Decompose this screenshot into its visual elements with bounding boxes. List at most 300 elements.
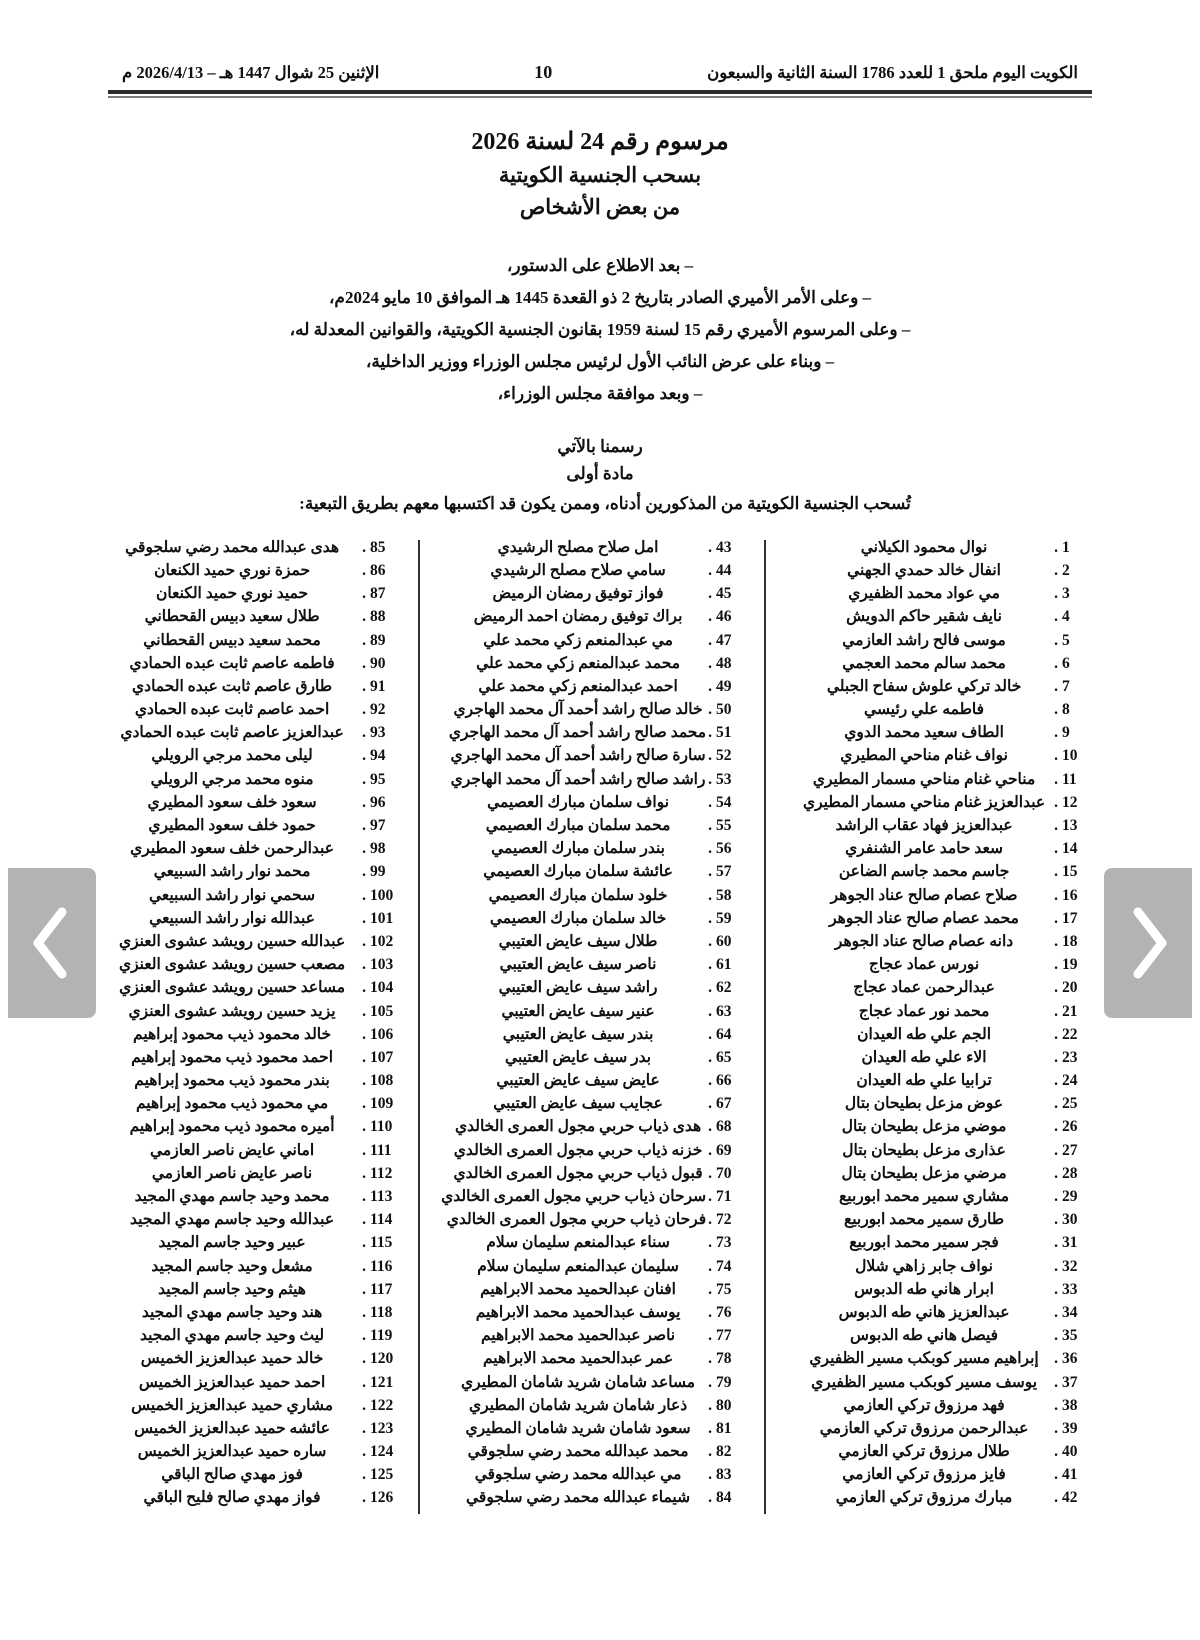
name-item-separator: .	[362, 585, 366, 603]
name-list-item	[796, 1421, 1096, 1444]
name-item-number: 115	[370, 1234, 393, 1252]
name-item-text: محمد وحيد جاسم مهدي المجيد	[134, 1188, 330, 1206]
name-list-item	[450, 1096, 750, 1119]
name-item-number: 42	[1062, 1489, 1078, 1507]
name-item-separator: .	[362, 1466, 366, 1484]
name-item-text: فجر سمير محمد ابوربيع	[849, 1234, 999, 1252]
name-item-number: 47	[716, 631, 732, 649]
name-list-item	[796, 864, 1096, 887]
article-body-text: تُسحب الجنسية الكويتية من المذكورين أدناه، وممن يكون قد اكتسبها معهم بطريق التبعية:	[299, 493, 911, 513]
name-item-text: مي محمود ذيب محمود إبراهيم	[135, 1095, 329, 1113]
name-item-number: 23	[1062, 1048, 1078, 1066]
name-item-text: فرحان ذياب حربي مجول العمرى الخالدي	[446, 1211, 707, 1229]
name-list-item	[104, 1050, 404, 1073]
name-item-text: احمد محمود ذيب محمود إبراهيم	[131, 1048, 334, 1066]
name-item-text: الاء علي طه العيدان	[861, 1048, 987, 1066]
name-list-item	[104, 1004, 404, 1027]
name-list-item	[796, 1235, 1096, 1258]
name-item-separator: .	[708, 724, 712, 742]
name-item-separator: .	[1054, 654, 1058, 672]
name-list-item	[450, 1143, 750, 1166]
name-list-item	[450, 1444, 750, 1467]
name-item-text: راشد صالح راشد أحمد آل محمد الهاجري	[450, 770, 706, 788]
name-item-separator: .	[362, 747, 366, 765]
name-item-separator: .	[362, 1234, 366, 1252]
name-item-text: مشاري حميد عبدالعزيز الخميس	[131, 1396, 333, 1414]
name-item-separator: .	[708, 979, 712, 997]
name-item-text: نايف شقير حاكم الدويش	[846, 608, 1002, 626]
name-list-item	[796, 1351, 1096, 1374]
name-item-separator: .	[708, 677, 712, 695]
name-item-text: طارق سمير محمد ابوربيع	[843, 1211, 1005, 1229]
name-item-separator: .	[1054, 701, 1058, 719]
name-list-left	[104, 540, 404, 1514]
name-list-item	[104, 748, 404, 771]
names-column-middle	[441, 538, 766, 1514]
name-item-separator: .	[708, 840, 712, 858]
name-list-item	[104, 1235, 404, 1258]
name-list-item	[104, 1421, 404, 1444]
name-item-text: ذعار شامان شريد شامان المطيري	[468, 1396, 688, 1414]
name-item-number: 74	[716, 1257, 732, 1275]
article-heading: مادة أولى	[566, 463, 634, 483]
name-item-separator: .	[362, 1095, 366, 1113]
name-item-number: 78	[716, 1350, 732, 1368]
name-item-number: 28	[1062, 1164, 1078, 1182]
name-item-separator: .	[362, 608, 366, 626]
name-item-separator: .	[708, 654, 712, 672]
name-list-item	[450, 864, 750, 887]
name-list-item	[450, 1305, 750, 1328]
name-item-number: 8	[1062, 701, 1070, 719]
name-item-text: محمد نور عماد عجاج	[858, 1002, 990, 1020]
name-item-separator: .	[1054, 1025, 1058, 1043]
name-list-item	[796, 1119, 1096, 1142]
name-item-separator: .	[362, 1303, 366, 1321]
name-item-separator: .	[708, 1419, 712, 1437]
name-list-item	[796, 1073, 1096, 1096]
name-item-separator: .	[1054, 886, 1058, 904]
name-item-separator: .	[1054, 793, 1058, 811]
name-item-text: عذارى مزعل بطيحان بتال	[842, 1141, 1006, 1159]
name-item-text: عبدالله نوار راشد السبيعي	[149, 909, 315, 927]
name-list-item	[796, 911, 1096, 934]
name-list-item	[104, 1212, 404, 1235]
name-item-number: 24	[1062, 1072, 1078, 1090]
name-list-item	[104, 1305, 404, 1328]
name-list-item	[796, 1027, 1096, 1050]
name-item-number: 119	[370, 1327, 393, 1345]
name-item-text: مساعد حسين رويشد عشوى العنزي	[119, 979, 346, 997]
name-list-item	[450, 841, 750, 864]
name-list-item	[450, 1467, 750, 1490]
name-item-separator: .	[362, 956, 366, 974]
name-list-item	[104, 1027, 404, 1050]
name-item-text: نواف سلمان مبارك العصيمي	[487, 793, 670, 811]
name-list-item	[104, 1143, 404, 1166]
name-item-text: مي عبدالمنعم زكي محمد علي	[483, 631, 673, 649]
name-item-number: 95	[370, 770, 386, 788]
name-item-separator: .	[1054, 1048, 1058, 1066]
name-item-number: 87	[370, 585, 386, 603]
masthead	[104, 62, 1096, 87]
name-list-item	[796, 1259, 1096, 1282]
name-list-item	[450, 725, 750, 748]
name-item-separator: .	[362, 631, 366, 649]
name-item-separator: .	[708, 956, 712, 974]
name-item-text: عائشة سلمان مبارك العصيمي	[483, 863, 673, 881]
name-item-number: 79	[716, 1373, 732, 1391]
name-item-text: خلود سلمان مبارك العصيمي	[488, 886, 668, 904]
enactment-formula: رسمنا بالآتي	[557, 437, 643, 457]
name-item-text: فاطمه علي رئيسي	[864, 701, 985, 719]
name-item-text: مرضي مزعل بطيحان بتال	[841, 1164, 1007, 1182]
name-item-separator: .	[708, 1257, 712, 1275]
name-item-number: 41	[1062, 1466, 1078, 1484]
name-item-number: 51	[716, 724, 732, 742]
name-item-separator: .	[708, 561, 712, 579]
name-item-number: 12	[1062, 793, 1078, 811]
name-list-item	[104, 633, 404, 656]
previous-page-button[interactable]	[8, 868, 96, 1018]
name-list-item	[450, 656, 750, 679]
name-list-item	[450, 563, 750, 586]
name-item-text: منوه محمد مرجي الرويلي	[150, 770, 314, 788]
name-list-item	[796, 725, 1096, 748]
name-list-item	[450, 1027, 750, 1050]
name-item-text: محمد سالم محمد العجمي	[842, 654, 1006, 672]
name-item-text: يوسف عبدالحميد محمد الابراهيم	[475, 1303, 681, 1321]
name-item-number: 40	[1062, 1443, 1078, 1461]
name-item-separator: .	[708, 909, 712, 927]
name-item-separator: .	[1054, 1188, 1058, 1206]
name-list-item	[796, 1467, 1096, 1490]
name-item-number: 39	[1062, 1419, 1078, 1437]
name-item-text: فواز مهدي صالح فليح الباقي	[143, 1489, 321, 1507]
name-item-number: 13	[1062, 817, 1078, 835]
name-item-number: 38	[1062, 1396, 1078, 1414]
name-item-separator: .	[708, 608, 712, 626]
name-item-separator: .	[1054, 1466, 1058, 1484]
name-item-separator: .	[708, 793, 712, 811]
name-item-number: 7	[1062, 677, 1070, 695]
name-item-separator: .	[1054, 1002, 1058, 1020]
name-item-separator: .	[708, 701, 712, 719]
name-item-number: 118	[370, 1303, 393, 1321]
name-list-item	[104, 1444, 404, 1467]
name-item-text: خزنه ذياب حربي مجول العمرى الخالدي	[453, 1141, 703, 1159]
name-item-separator: .	[708, 538, 712, 556]
name-item-separator: .	[1054, 1164, 1058, 1182]
name-item-number: 31	[1062, 1234, 1078, 1252]
name-item-separator: .	[362, 840, 366, 858]
name-list-item	[796, 888, 1096, 911]
name-item-text: هدى عبدالله محمد رضي سلجوقي	[125, 538, 340, 556]
name-item-number: 43	[716, 538, 732, 556]
name-item-text: براك توفيق رمضان احمد الرميض	[473, 608, 683, 626]
name-item-number: 70	[716, 1164, 732, 1182]
name-list-item	[796, 748, 1096, 771]
name-item-text: مبارك مرزوق تركي العازمي	[835, 1489, 1013, 1507]
name-item-text: محمد صالح راشد أحمد آل محمد الهاجري	[448, 724, 707, 742]
name-item-number: 35	[1062, 1327, 1078, 1345]
name-item-number: 104	[370, 979, 394, 997]
name-item-text: مساعد شامان شريد شامان المطيري	[461, 1373, 696, 1391]
name-item-text: حميد نوري حميد الكنعان	[156, 585, 309, 603]
name-list-item	[796, 609, 1096, 632]
name-item-separator: .	[362, 1257, 366, 1275]
name-item-number: 72	[716, 1211, 732, 1229]
name-list-item	[796, 679, 1096, 702]
name-list-item	[450, 1490, 750, 1513]
name-item-text: طلال سيف عايض العتيبي	[498, 932, 658, 950]
name-list-item	[104, 609, 404, 632]
name-item-text: ناصر سيف عايض العتيبي	[499, 956, 657, 974]
name-item-text: بندر سلمان مبارك العصيمي	[491, 840, 665, 858]
name-item-number: 73	[716, 1234, 732, 1252]
name-item-text: محمد عصام صالح عناد الجوهر	[829, 909, 1019, 927]
name-item-number: 56	[716, 840, 732, 858]
name-item-separator: .	[708, 1141, 712, 1159]
name-item-separator: .	[708, 585, 712, 603]
name-item-number: 5	[1062, 631, 1070, 649]
name-item-separator: .	[1054, 1118, 1058, 1136]
name-list-item	[104, 1398, 404, 1421]
name-list-item	[104, 957, 404, 980]
name-item-number: 96	[370, 793, 386, 811]
name-item-text: فيصل هاني طه الدبوس	[850, 1327, 999, 1345]
name-item-number: 36	[1062, 1350, 1078, 1368]
name-list-item	[796, 980, 1096, 1003]
name-item-number: 49	[716, 677, 732, 695]
name-item-separator: .	[362, 1373, 366, 1391]
name-item-text: عوض مزعل بطيحان بتال	[844, 1095, 1004, 1113]
name-item-separator: .	[1054, 909, 1058, 927]
name-item-separator: .	[708, 1048, 712, 1066]
name-item-number: 107	[370, 1048, 394, 1066]
name-item-text: عايض سيف عايض العتيبي	[496, 1072, 660, 1090]
name-list-item	[796, 540, 1096, 563]
name-item-text: موضي مزعل بطيحان بتال	[841, 1118, 1007, 1136]
name-list-item	[104, 818, 404, 841]
name-item-number: 37	[1062, 1373, 1078, 1391]
name-item-text: انفال خالد حمدي الجهني	[847, 561, 1001, 579]
name-list-item	[104, 702, 404, 725]
name-list-item	[450, 679, 750, 702]
name-item-separator: .	[1054, 1350, 1058, 1368]
name-item-text: بندر سيف عايض العتيبي	[502, 1025, 654, 1043]
name-list-item	[104, 1490, 404, 1513]
name-list-item	[450, 1282, 750, 1305]
name-item-separator: .	[1054, 1327, 1058, 1345]
name-item-number: 59	[716, 909, 732, 927]
name-item-text: محمد عبدالمنعم زكي محمد علي	[476, 654, 681, 672]
name-item-text: الطاف سعيد محمد الدوي	[844, 724, 1004, 742]
name-item-number: 103	[370, 956, 394, 974]
name-list-item	[104, 1119, 404, 1142]
name-item-text: محمد سلمان مبارك العصيمي	[485, 817, 671, 835]
name-list-item	[450, 1004, 750, 1027]
name-list-item	[446, 1211, 750, 1235]
name-item-number: 63	[716, 1002, 732, 1020]
names-column-right	[796, 540, 1096, 1514]
name-item-separator: .	[708, 631, 712, 649]
next-page-button[interactable]	[1104, 868, 1192, 1018]
name-list-item	[450, 957, 750, 980]
name-item-number: 6	[1062, 654, 1070, 672]
name-list-item	[796, 1282, 1096, 1305]
name-item-text: راشد سيف عايض العتيبي	[498, 979, 658, 997]
name-item-separator: .	[1054, 956, 1058, 974]
name-item-separator: .	[1054, 538, 1058, 556]
name-item-text: سناء عبدالمنعم سليمان سلام	[486, 1234, 670, 1252]
decree-title-block	[104, 124, 1096, 224]
name-item-text: فهد مرزوق تركي العازمي	[843, 1396, 1005, 1414]
name-list-item	[104, 656, 404, 679]
preamble-clause: – وبعد موافقة مجلس الوزراء،	[497, 384, 703, 404]
name-item-separator: .	[362, 724, 366, 742]
name-list-item	[450, 772, 750, 795]
name-item-separator: .	[362, 1188, 366, 1206]
header-rule-thin	[108, 96, 1092, 98]
name-item-number: 52	[716, 747, 732, 765]
name-item-text: الجم علي طه العيدان	[857, 1025, 992, 1043]
name-item-separator: .	[708, 817, 712, 835]
name-list-item	[104, 772, 404, 795]
name-list-item	[796, 1096, 1096, 1119]
name-item-separator: .	[708, 1188, 712, 1206]
name-item-number: 29	[1062, 1188, 1078, 1206]
name-item-separator: .	[1054, 1373, 1058, 1391]
name-list-item	[796, 772, 1096, 795]
name-item-text: عبدالعزيز فهاد عقاب الراشد	[835, 817, 1013, 835]
name-item-text: سامي صلاح مصلح الرشيدي	[490, 561, 666, 579]
name-list-item	[796, 1050, 1096, 1073]
name-list-item	[450, 1235, 750, 1258]
name-item-number: 110	[370, 1118, 393, 1136]
name-item-text: افنان عبدالحميد محمد الابراهيم	[480, 1280, 676, 1298]
name-item-separator: .	[708, 1327, 712, 1345]
name-item-separator: .	[1054, 1141, 1058, 1159]
name-item-number: 22	[1062, 1025, 1078, 1043]
name-item-separator: .	[362, 1443, 366, 1461]
name-item-separator: .	[362, 979, 366, 997]
name-item-number: 77	[716, 1327, 732, 1345]
name-list-item	[450, 818, 750, 841]
name-item-separator: .	[708, 770, 712, 788]
name-item-number: 116	[370, 1257, 393, 1275]
name-list-item	[450, 888, 750, 911]
name-item-number: 93	[370, 724, 386, 742]
name-item-separator: .	[708, 1396, 712, 1414]
chevron-right-icon	[1125, 904, 1171, 982]
name-item-text: ابرار هاني طه الدبوس	[854, 1280, 994, 1298]
name-item-separator: .	[708, 1025, 712, 1043]
name-list-item	[450, 934, 750, 957]
name-item-separator: .	[1054, 1095, 1058, 1113]
preamble-clause: – وعلى الأمر الأميري الصادر بتاريخ 2 ذو القعدة 1445 هـ الموافق 10 مايو 2024م،	[328, 288, 872, 308]
name-list-item	[796, 586, 1096, 609]
name-item-number: 91	[370, 677, 386, 695]
name-item-number: 111	[370, 1141, 392, 1159]
name-item-number: 125	[370, 1466, 394, 1484]
name-item-number: 45	[716, 585, 732, 603]
name-item-number: 15	[1062, 863, 1078, 881]
name-item-number: 53	[716, 770, 732, 788]
name-item-separator: .	[362, 701, 366, 719]
name-item-number: 68	[716, 1118, 732, 1136]
name-item-number: 105	[370, 1002, 394, 1020]
name-list-item	[796, 1305, 1096, 1328]
name-item-number: 9	[1062, 724, 1070, 742]
name-item-number: 66	[716, 1072, 732, 1090]
name-list-item	[450, 1119, 750, 1142]
name-item-number: 76	[716, 1303, 732, 1321]
name-item-separator: .	[1054, 561, 1058, 579]
name-list-item	[796, 841, 1096, 864]
name-item-number: 83	[716, 1466, 732, 1484]
name-item-number: 54	[716, 793, 732, 811]
name-item-text: عجايب سيف عايض العتيبي	[493, 1095, 663, 1113]
name-list-item	[104, 1259, 404, 1282]
name-list-item	[796, 563, 1096, 586]
name-list-item	[104, 1073, 404, 1096]
name-item-text: بدر سيف عايض العتيبي	[505, 1048, 652, 1066]
name-item-separator: .	[1054, 1489, 1058, 1507]
name-item-text: ليلى محمد مرجي الرويلي	[151, 747, 313, 765]
name-item-number: 84	[716, 1489, 732, 1507]
name-item-separator: .	[1054, 1257, 1058, 1275]
name-list-item	[450, 702, 750, 725]
decree-number-line: مرسوم رقم 24 لسنة 2026	[471, 129, 729, 155]
name-item-number: 81	[716, 1419, 732, 1437]
name-item-text: سارة صالح راشد أحمد آل محمد الهاجري	[450, 747, 706, 765]
name-item-text: صلاح عصام صالح عناد الجوهر	[830, 886, 1018, 904]
name-item-separator: .	[362, 1350, 366, 1368]
name-list-item	[104, 911, 404, 934]
name-item-separator: .	[1054, 863, 1058, 881]
name-item-number: 62	[716, 979, 732, 997]
name-list-item	[441, 1188, 750, 1212]
name-item-number: 113	[370, 1188, 393, 1206]
name-item-separator: .	[1054, 1280, 1058, 1298]
name-item-number: 3	[1062, 585, 1070, 603]
name-item-separator: .	[708, 1373, 712, 1391]
name-item-text: عمر عبدالحميد محمد الابراهيم	[482, 1350, 674, 1368]
name-list-item	[450, 795, 750, 818]
name-item-separator: .	[708, 1303, 712, 1321]
preamble-clause: – بعد الاطلاع على الدستور،	[506, 256, 694, 276]
name-item-text: نوال محمود الكيلاني	[860, 538, 988, 556]
preamble-block	[104, 250, 1096, 410]
name-item-text: سحمي نوار راشد السبيعي	[148, 886, 316, 904]
name-item-text: نواف غنام مناحي المطيري	[840, 747, 1008, 765]
name-list-item	[796, 1004, 1096, 1027]
name-item-text: امل صلاح مصلح الرشيدي	[497, 538, 659, 556]
name-item-separator: .	[1054, 1303, 1058, 1321]
name-item-number: 120	[370, 1350, 394, 1368]
name-item-number: 85	[370, 538, 386, 556]
name-list-item	[450, 1050, 750, 1073]
name-item-number: 67	[716, 1095, 732, 1113]
name-item-text: شيماء عبدالله محمد رضي سلجوقي	[466, 1489, 691, 1507]
name-item-text: جاسم محمد جاسم الضاعن	[838, 863, 1010, 881]
name-list-item	[796, 1143, 1096, 1166]
name-item-text: احمد حميد عبدالعزيز الخميس	[138, 1373, 326, 1391]
name-item-text: هند وحيد جاسم مهدي المجيد	[141, 1303, 323, 1321]
name-list-item	[796, 1166, 1096, 1189]
name-item-separator: .	[708, 886, 712, 904]
